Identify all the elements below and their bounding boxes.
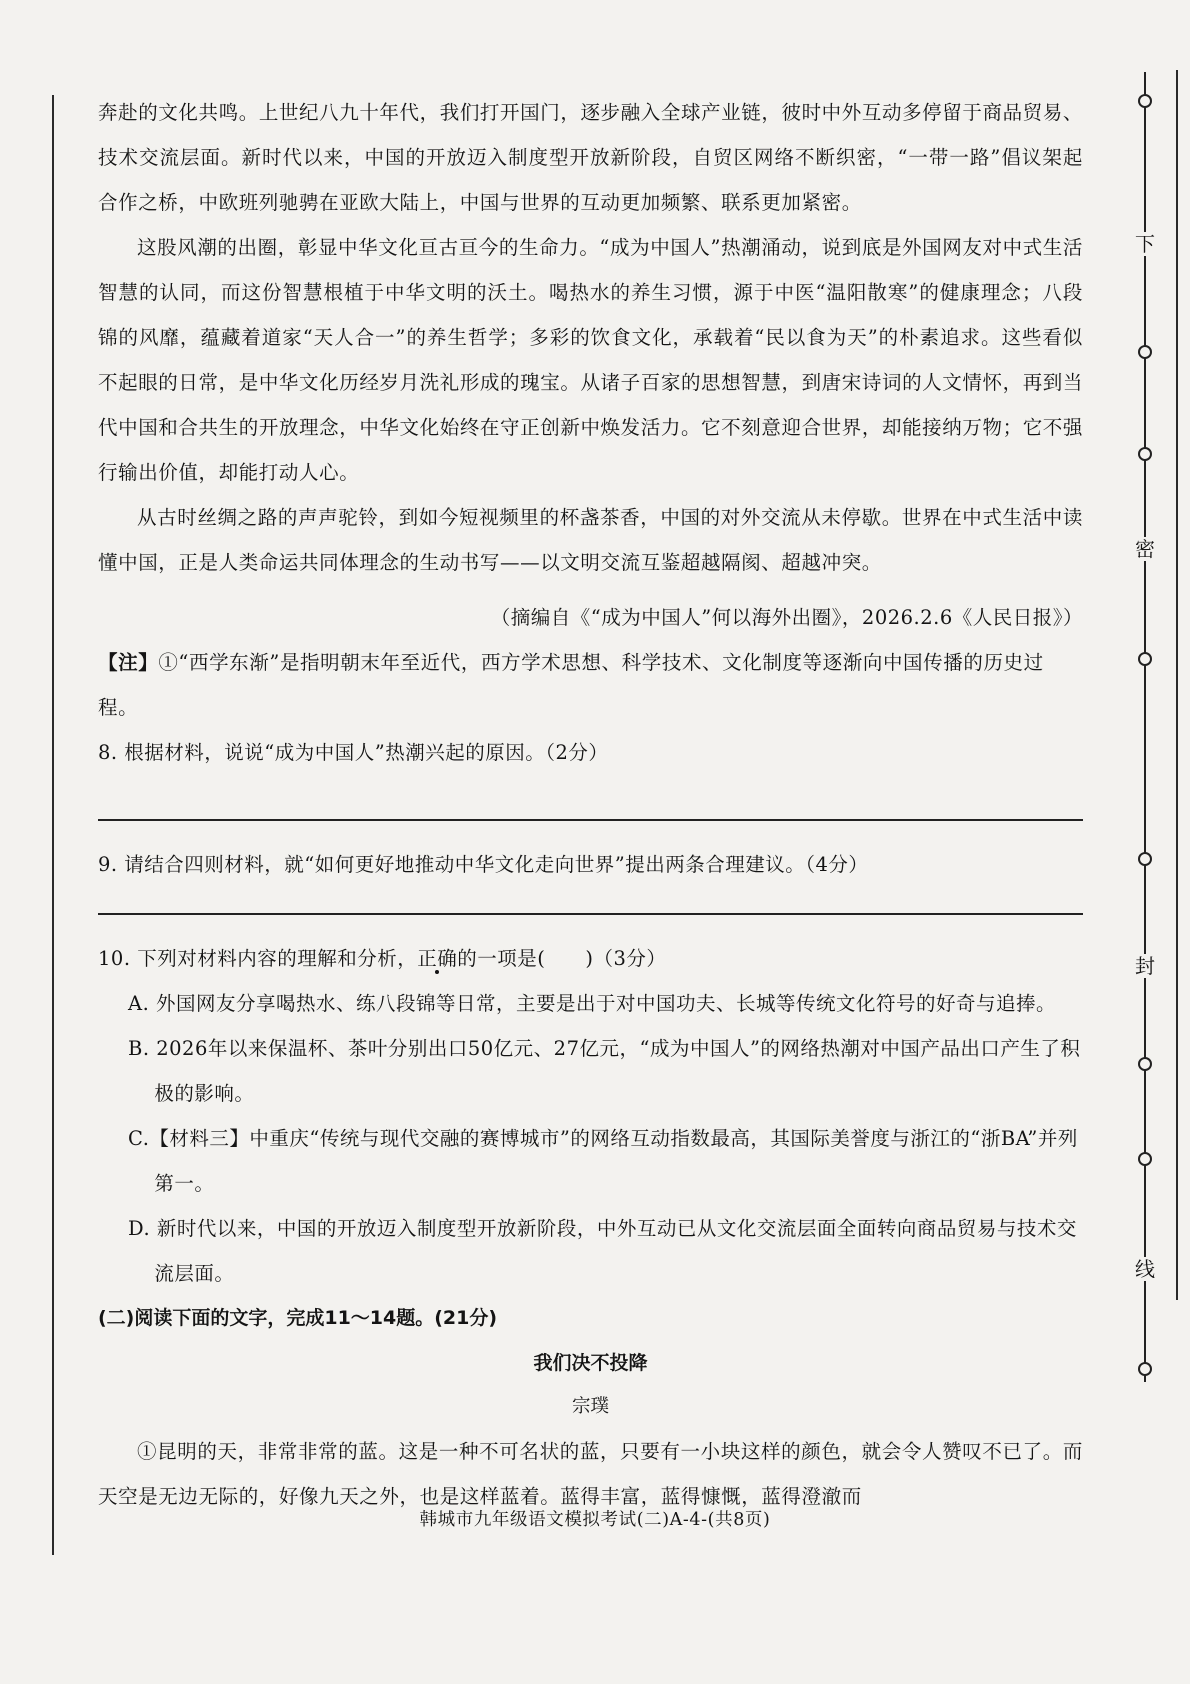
note-label: 【注】 xyxy=(98,651,159,674)
question-10-suffix: 的一项是( )（3分） xyxy=(457,947,667,970)
paragraph-3: 从古时丝绸之路的声声驼铃，到如今短视频里的杯盏茶香，中国的对外交流从未停歇。世界在中式生活中读懂中国，正是人类命运共同体理念的生动书写——以文明交流互鉴超越隔阂、超越冲突。 xyxy=(98,506,1083,574)
question-10-prefix: 10. 下列对材料内容的理解和分析， xyxy=(98,947,418,970)
binding-char-xian: 线 xyxy=(1135,1257,1155,1281)
article-title: 我们决不投降 xyxy=(533,1352,648,1374)
binding-char-mi: 密 xyxy=(1135,537,1155,561)
document-body xyxy=(98,90,1083,1519)
binding-char-feng: 封 xyxy=(1135,954,1155,978)
binding-circle xyxy=(1138,94,1152,108)
binding-circle xyxy=(1138,1152,1152,1166)
binding-line xyxy=(1144,72,1146,1382)
answer-line-9[interactable] xyxy=(98,913,1083,916)
option-d: D. 新时代以来，中国的开放迈入制度型开放新阶段，中外互动已从文化交流层面全面转向商品贸易与技术交流层面。 xyxy=(128,1217,1077,1285)
article-author: 宗璞 xyxy=(571,1396,609,1417)
section-2-heading: (二)阅读下面的文字，完成11～14题。(21分) xyxy=(98,1307,498,1329)
page-footer: 韩城市九年级语文模拟考试(二)A-4-(共8页) xyxy=(419,1510,771,1530)
binding-circle xyxy=(1138,447,1152,461)
question-10-emphasis: 正确 xyxy=(417,947,458,970)
binding-strip xyxy=(1085,72,1175,1382)
option-b: B. 2026年以来保温杯、茶叶分别出口50亿元、27亿元，“成为中国人”的网络热潮对中国产品出口产生了积极的影响。 xyxy=(128,1037,1081,1105)
article-paragraph-1: ①昆明的天，非常非常的蓝。这是一种不可名状的蓝，只要有一小块这样的颜色，就会令人赞叹不已了。而天空是无边无际的，好像九天之外，也是这样蓝着。蓝得丰富，蓝得慷慨，蓝得澄澈而 xyxy=(98,1440,1083,1508)
binding-circle xyxy=(1138,852,1152,866)
binding-circle xyxy=(1138,652,1152,666)
paragraph-2: 这股风潮的出圈，彰显中华文化亘古亘今的生命力。“成为中国人”热潮涌动，说到底是外国网友对中式生活智慧的认同，而这份智慧根植于中华文明的沃土。喝热水的养生习惯，源于中医“温阳散寒”的健康理念；八段锦的风靡，蕴藏着道家“天人合一”的养生哲学；多彩的饮食文化，承载着“民以食为天”的朴素追求。这些看似不起眼的日常，是中华文化历经岁月洗礼形成的瑰宝。从诸子百家的思想智慧，到唐宋诗词的人文情怀，再到当代中国和合共生的开放理念，中华文化始终在守正创新中焕发活力。它不刻意迎合世界，却能接纳万物；它不强行输出价值，却能打动人心。 xyxy=(98,236,1083,484)
binding-circle xyxy=(1138,1362,1152,1376)
question-10 xyxy=(98,936,1083,981)
option-c: C.【材料三】中重庆“传统与现代交融的赛博城市”的网络互动指数最高，其国际美誉度与浙江的“浙BA”并列第一。 xyxy=(128,1127,1078,1195)
binding-circle xyxy=(1138,1057,1152,1071)
question-8: 8. 根据材料，说说“成为中国人”热潮兴起的原因。（2分） xyxy=(98,741,609,764)
note-text: ①“西学东渐”是指明朝末年至近代，西方学术思想、科学技术、文化制度等逐渐向中国传播的历史过程。 xyxy=(98,651,1044,719)
answer-line-8[interactable] xyxy=(98,819,1083,822)
binding-circle xyxy=(1138,345,1152,359)
question-9: 9. 请结合四则材料，就“如何更好地推动中华文化走向世界”提出两条合理建议。（4分） xyxy=(98,853,869,876)
page-left-border xyxy=(52,95,54,1555)
option-a: A. 外国网友分享喝热水、练八段锦等日常，主要是出于对中国功夫、长城等传统文化符号的好奇与追捧。 xyxy=(128,992,1056,1015)
footnote xyxy=(98,640,1083,730)
binding-char-xia: 下 xyxy=(1135,232,1155,256)
source-citation: （摘编自《“成为中国人”何以海外出圈》，2026.2.6《人民日报》） xyxy=(490,606,1083,629)
page-right-border xyxy=(1176,70,1178,1300)
paragraph-1: 奔赴的文化共鸣。上世纪八九十年代，我们打开国门，逐步融入全球产业链，彼时中外互动多停留于商品贸易、技术交流层面。新时代以来，中国的开放迈入制度型开放新阶段，自贸区网络不断织密，“一带一路”倡议架起合作之桥，中欧班列驰骋在亚欧大陆上，中国与世界的互动更加频繁、联系更加紧密。 xyxy=(98,101,1083,214)
